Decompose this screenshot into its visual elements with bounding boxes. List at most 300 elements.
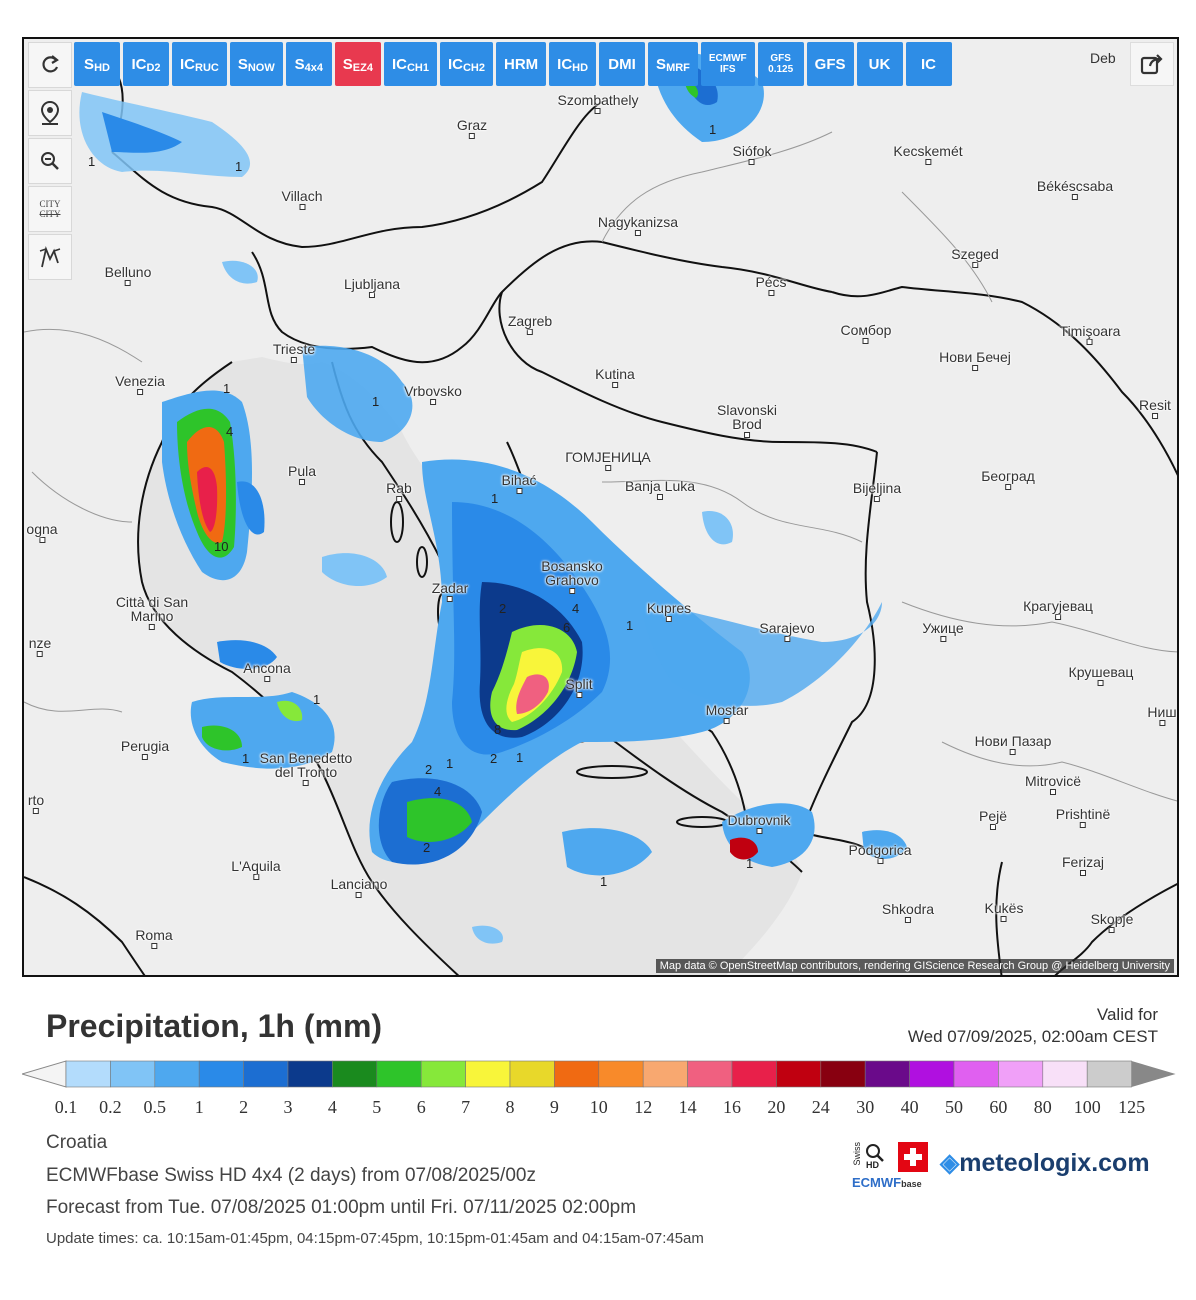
city-name: Banja Luka [624,478,696,494]
scale-color-bin [910,1061,954,1087]
model-button-hrm[interactable] [496,42,546,86]
city-marker [516,488,522,494]
model-button-s4x4[interactable] [286,42,332,86]
city-name: Perugia [120,738,170,754]
city-marker [303,780,309,786]
scale-tick-label: 0.5 [143,1097,167,1117]
city-label [598,215,678,236]
city-marker [925,159,931,165]
city-marker [39,537,45,543]
scale-color-bin [510,1061,554,1087]
city-label [1023,599,1093,620]
city-label [841,323,892,344]
scale-color-bin [66,1061,110,1087]
city-name: Skopje [1090,911,1134,927]
scale-tick-label: 100 [1073,1097,1101,1117]
city-marker [396,496,402,502]
scale-color-bin [199,1061,243,1087]
model-button-dmi[interactable] [599,42,645,86]
map-panel[interactable] [22,37,1179,977]
region-label: Croatia [46,1132,108,1153]
city-label [1025,774,1081,795]
city-label [1147,705,1176,726]
model-button-main: S [237,55,248,73]
model-label: ECMWFbase Swiss HD 4x4 (2 days) from 07/08/2025/00z [46,1165,536,1186]
city-name: Kupres [646,600,692,616]
scale-tick-label: 14 [678,1097,697,1117]
model-button-ic[interactable] [906,42,952,86]
city-marker [784,636,790,642]
model-button-main: GFS [814,55,846,73]
model-button-sub: IFS [720,64,736,75]
city-label [853,481,901,502]
badge-base-text: base [901,1179,922,1189]
scale-color-bin [821,1061,865,1087]
city-name: Resit [1139,397,1171,413]
city-marker [125,280,131,286]
city-marker [877,858,883,864]
valid-label: Valid for [1096,1005,1158,1024]
city-name: Trieste [272,341,316,357]
city-marker [576,692,582,698]
model-button-main: IC [391,55,407,73]
city-label [26,522,57,543]
city-marker [1159,720,1165,726]
city-marker [1098,680,1104,686]
map-tool-sidebar [28,42,72,280]
city-label [331,877,388,898]
city-marker [605,465,611,471]
city-label [243,661,290,682]
scale-color-bin [377,1061,421,1087]
scale-color-bin [421,1061,465,1087]
model-button-sez4[interactable] [335,42,381,86]
model-button-main: GFS [770,53,791,64]
model-button-sub: 0.125 [768,64,794,75]
city-name: Nagykanizsa [597,214,679,230]
city-label-text-struck: CITY [39,209,61,219]
model-button-sub: NOW [247,62,275,74]
city-label [501,473,536,494]
city-marker [469,133,475,139]
model-button-sub: MRF [666,62,690,74]
scale-tick-label: 0.1 [54,1097,78,1117]
city-marker [724,718,730,724]
scale-tick-label: 60 [989,1097,1008,1117]
update-times: Update times: ca. 10:15am-01:45pm, 04:15pm-07:45pm, 10:15pm-01:45am and 04:15am-07:45am [46,1230,704,1247]
model-button-sub: D2 [146,62,161,74]
city-name: Békéscsaba [1036,178,1114,194]
scale-color-bin [954,1061,998,1087]
scale-color-bin [776,1061,820,1087]
scale-max-arrow [1132,1061,1176,1087]
city-label [1091,912,1134,933]
model-button-icch2[interactable] [440,42,493,86]
city-label [733,144,772,165]
city-label [848,843,911,864]
model-button-snow[interactable] [230,42,283,86]
city-label [647,601,691,622]
valid-time: Wed 07/09/2025, 02:00am CEST [907,1027,1158,1046]
city-marker [1005,484,1011,490]
city-marker [972,262,978,268]
contour-value-label: 1 [709,122,717,137]
badge-ecmwf [852,1175,922,1190]
city-name: Kukës [984,900,1024,916]
city-name: Крагујевац [1023,598,1093,614]
city-name: Vrbovsko [404,383,462,399]
contour-value-label: 1 [235,159,243,174]
scale-tick-label: 12 [634,1097,653,1117]
city-marker [940,636,946,642]
scale-tick-label: 4 [327,1097,337,1117]
city-marker [657,494,663,500]
valid-time-block [908,1004,1158,1048]
legend-title: Precipitation, 1h (mm) [46,1008,383,1044]
city-label [273,342,315,363]
scale-color-bin [554,1061,598,1087]
city-marker [1050,789,1056,795]
city-label [115,374,165,395]
model-button-ecmwfifs[interactable] [701,42,755,86]
city-label [727,813,790,834]
badge-hd-text: HD [866,1160,879,1170]
city-name: Београд [981,468,1035,484]
scale-tick-label: 30 [856,1097,875,1117]
model-button-icch1[interactable] [384,42,437,86]
city-name: Mostar [705,702,749,718]
city-label-text: CITY [39,199,61,209]
model-button-gfs[interactable] [807,42,854,86]
city-name: Ниш [1147,704,1177,720]
city-name: Bijeljina [852,480,902,496]
model-button-ichd[interactable] [549,42,596,86]
city-label [432,581,469,602]
city-marker [142,754,148,760]
city-name: Нови Пазар [974,733,1052,749]
model-button-main: IC [921,55,937,73]
city-label [1056,807,1110,828]
model-button-uk[interactable] [857,42,903,86]
scale-tick-label: 9 [549,1097,559,1117]
city-marker [149,624,155,630]
city-label [105,265,152,286]
city-name: Belluno [104,264,152,280]
model-button-sub: CH1 [406,62,429,74]
contour-value-label: 1 [626,618,634,633]
contour-value-label: 4 [226,424,234,439]
city-marker [430,399,436,405]
city-label [231,859,280,880]
scale-tick-label: 20 [767,1097,786,1117]
city-label [565,677,592,698]
city-label [755,275,786,296]
model-button-sub: HD [94,62,110,74]
color-scale [22,1060,1182,1090]
scale-tick-label: 8 [505,1097,515,1117]
contour-value-label: 1 [88,154,96,169]
scale-tick-label: 2 [239,1097,249,1117]
city-marker [874,496,880,502]
city-label [508,314,552,335]
model-button-icruc[interactable] [172,42,227,86]
city-label [135,928,172,949]
city-label [922,621,963,642]
city-name: Zagreb [507,313,553,329]
contour-value-label: 8 [494,722,502,737]
city-name: Kecskemét [893,143,963,159]
scale-tick-label: 80 [1033,1097,1052,1117]
city-label [282,189,323,210]
city-label [979,809,1007,830]
city-marker [33,808,39,814]
city-label [1060,324,1121,345]
city-marker [612,382,618,388]
city-marker [749,159,755,165]
contour-value-label: 1 [600,874,608,889]
model-button-gfs0125[interactable] [758,42,804,86]
scale-color-bin [1087,1061,1131,1087]
city-label [29,636,52,657]
city-label [985,901,1024,922]
city-name: nze [28,635,52,651]
model-button-sub: EZ4 [352,62,373,74]
city-name: Сомбор [840,322,892,338]
city-marker [447,596,453,602]
city-marker [137,389,143,395]
city-marker [1001,916,1007,922]
model-button-icd2[interactable] [123,42,169,86]
city-marker [1080,822,1086,828]
contour-value-label: 2 [423,840,431,855]
meteologix-site-text: meteologix.com [959,1149,1150,1177]
city-marker [1055,614,1061,620]
meteologix-globe-icon: ◈ [940,1149,960,1177]
scale-tick-label: 40 [900,1097,919,1117]
scale-tick-label: 50 [945,1097,963,1117]
city-label [28,793,44,814]
contour-value-label: 4 [572,601,580,616]
city-marker [1087,339,1093,345]
model-button-smrf[interactable] [648,42,698,86]
route-icon[interactable] [28,234,72,280]
city-label [116,595,188,630]
city-name: Zadar [431,580,469,596]
scale-tick-label: 10 [589,1097,608,1117]
city-marker [863,338,869,344]
location-pin-icon[interactable] [28,90,72,136]
city-marker [905,917,911,923]
city-marker [972,365,978,371]
model-button-main: DMI [608,55,636,73]
contour-value-label: 1 [746,856,754,871]
contour-value-label: 1 [516,750,524,765]
scale-color-bin [643,1061,687,1087]
model-button-sub: 4x4 [304,62,323,74]
city-name: rto [27,792,45,808]
refresh-icon[interactable] [28,42,72,88]
scale-tick-label: 1 [194,1097,204,1117]
city-name: Split [565,676,593,692]
city-marker [151,943,157,949]
scale-tick-label: 7 [461,1097,471,1117]
badge-ecmwf-text: ECMWF [852,1175,902,1190]
model-button-sub: CH2 [462,62,485,74]
city-marker [37,651,43,657]
scale-color-bin [732,1061,776,1087]
city-name: Pécs [755,274,787,290]
city-name: Siófok [732,143,772,159]
city-marker [299,204,305,210]
city-marker [744,432,750,438]
city-name: Kutina [595,366,635,382]
scale-color-bin [332,1061,376,1087]
model-button-sub: HD [572,62,589,74]
city-name: Ferizaj [1061,854,1105,870]
city-marker [666,616,672,622]
city-label [717,403,777,438]
city-name: Città di San Marino [115,594,189,624]
scale-color-bin [599,1061,643,1087]
toolbar-overflow-label: Deb [1090,50,1116,66]
contour-value-label: 1 [242,751,250,766]
city-name: Podgorica [848,842,912,858]
contour-value-label: 4 [434,784,442,799]
city-marker [635,230,641,236]
city-label [1069,665,1134,686]
city-marker [264,676,270,682]
model-button-main: S [342,55,353,73]
contour-value-label: 2 [490,751,498,766]
city-name: Szeged [951,246,999,262]
model-button-main: IC [131,55,147,73]
model-button-main: IC [557,55,573,73]
model-button-main: UK [868,55,891,73]
scale-tick-label: 0.2 [99,1097,122,1117]
city-name: Graz [456,117,488,133]
city-marker [756,828,762,834]
city-label [1139,398,1171,419]
scale-color-bin [244,1061,288,1087]
contour-value-label: 6 [563,620,571,635]
contour-value-label: 1 [313,692,321,707]
city-label [951,247,998,268]
scale-tick-label: 16 [723,1097,741,1117]
meteologix-logo[interactable] [940,1148,1150,1178]
city-label [344,277,400,298]
contour-value-label: 2 [499,601,507,616]
scale-color-bin [155,1061,199,1087]
city-name: Bosansko Grahovo [541,558,603,588]
model-button-main: S [656,55,667,73]
city-label [1037,179,1113,200]
scale-color-bin [998,1061,1042,1087]
city-marker [569,588,575,594]
model-button-main: S [294,55,305,73]
city-marker [1152,413,1158,419]
city-marker [1080,870,1086,876]
city-marker [356,892,362,898]
city-label [121,739,169,760]
city-marker [1109,927,1115,933]
city-marker [595,108,601,114]
city-marker [369,292,375,298]
share-icon[interactable] [1130,42,1174,86]
city-name: Roma [135,927,173,943]
city-label [565,450,651,471]
city-marker [990,824,996,830]
scale-color-bin [466,1061,510,1087]
city-name: Timişoara [1059,323,1121,339]
city-marker [253,874,259,880]
city-name: Prishtinë [1055,806,1111,822]
swiss-flag-icon [898,1142,928,1172]
model-toolbar [74,42,952,86]
city-name: ГОМЈЕНИЦА [565,449,651,465]
city-name: Bihać [501,472,537,488]
city-name: Slavonski Brod [717,402,777,432]
scale-color-bin [288,1061,332,1087]
city-name: Нови Бечеј [939,349,1011,365]
zoom-out-icon[interactable] [28,138,72,184]
contour-value-label: 10 [214,539,229,554]
scale-tick-label: 24 [811,1097,830,1117]
contour-value-label: 2 [425,762,433,777]
scale-color-bin [688,1061,732,1087]
scale-tick-label: 6 [416,1097,426,1117]
scale-color-bin [110,1061,154,1087]
city-name: Lanciano [330,876,388,892]
city-name: Mitrovicë [1024,773,1082,789]
contour-value-label: 1 [446,756,454,771]
city-label [893,144,962,165]
city-label [386,481,412,502]
city-label [759,621,814,642]
city-name: San Benedetto del Tronto [259,750,353,780]
swiss-hd-ecmwf-logo [850,1140,940,1192]
city-label [288,464,316,485]
scale-color-bin [1043,1061,1087,1087]
model-button-main: IC [447,55,463,73]
badge-swiss-text: Swiss [852,1142,862,1166]
map-attribution[interactable]: Map data © OpenStreetMap contributors, rendering GIScience Research Group @ Heidelberg University [656,959,1174,973]
city-name: Ancona [243,660,291,676]
city-label [404,384,462,405]
contour-value-label: 1 [491,491,499,506]
city-marker [291,357,297,363]
city-labels-icon[interactable] [28,186,72,232]
city-label [260,751,353,786]
city-name: Szombathely [557,92,639,108]
model-button-main: S [84,55,95,73]
city-marker [1072,194,1078,200]
city-label [457,118,487,139]
city-name: Ужице [922,620,964,636]
city-name: Rab [386,480,412,496]
city-label [706,703,749,724]
scale-tick-label: 5 [372,1097,382,1117]
city-name: Dubrovnik [727,812,791,828]
city-name: Sarajevo [759,620,815,636]
city-name: Pula [287,463,317,479]
city-label [595,367,635,388]
model-button-shd[interactable] [74,42,120,86]
city-label [939,350,1011,371]
city-label [1062,855,1104,876]
scale-tick-label: 3 [283,1097,293,1117]
city-name: Shkodra [881,901,935,917]
city-name: L'Aquila [231,858,281,874]
